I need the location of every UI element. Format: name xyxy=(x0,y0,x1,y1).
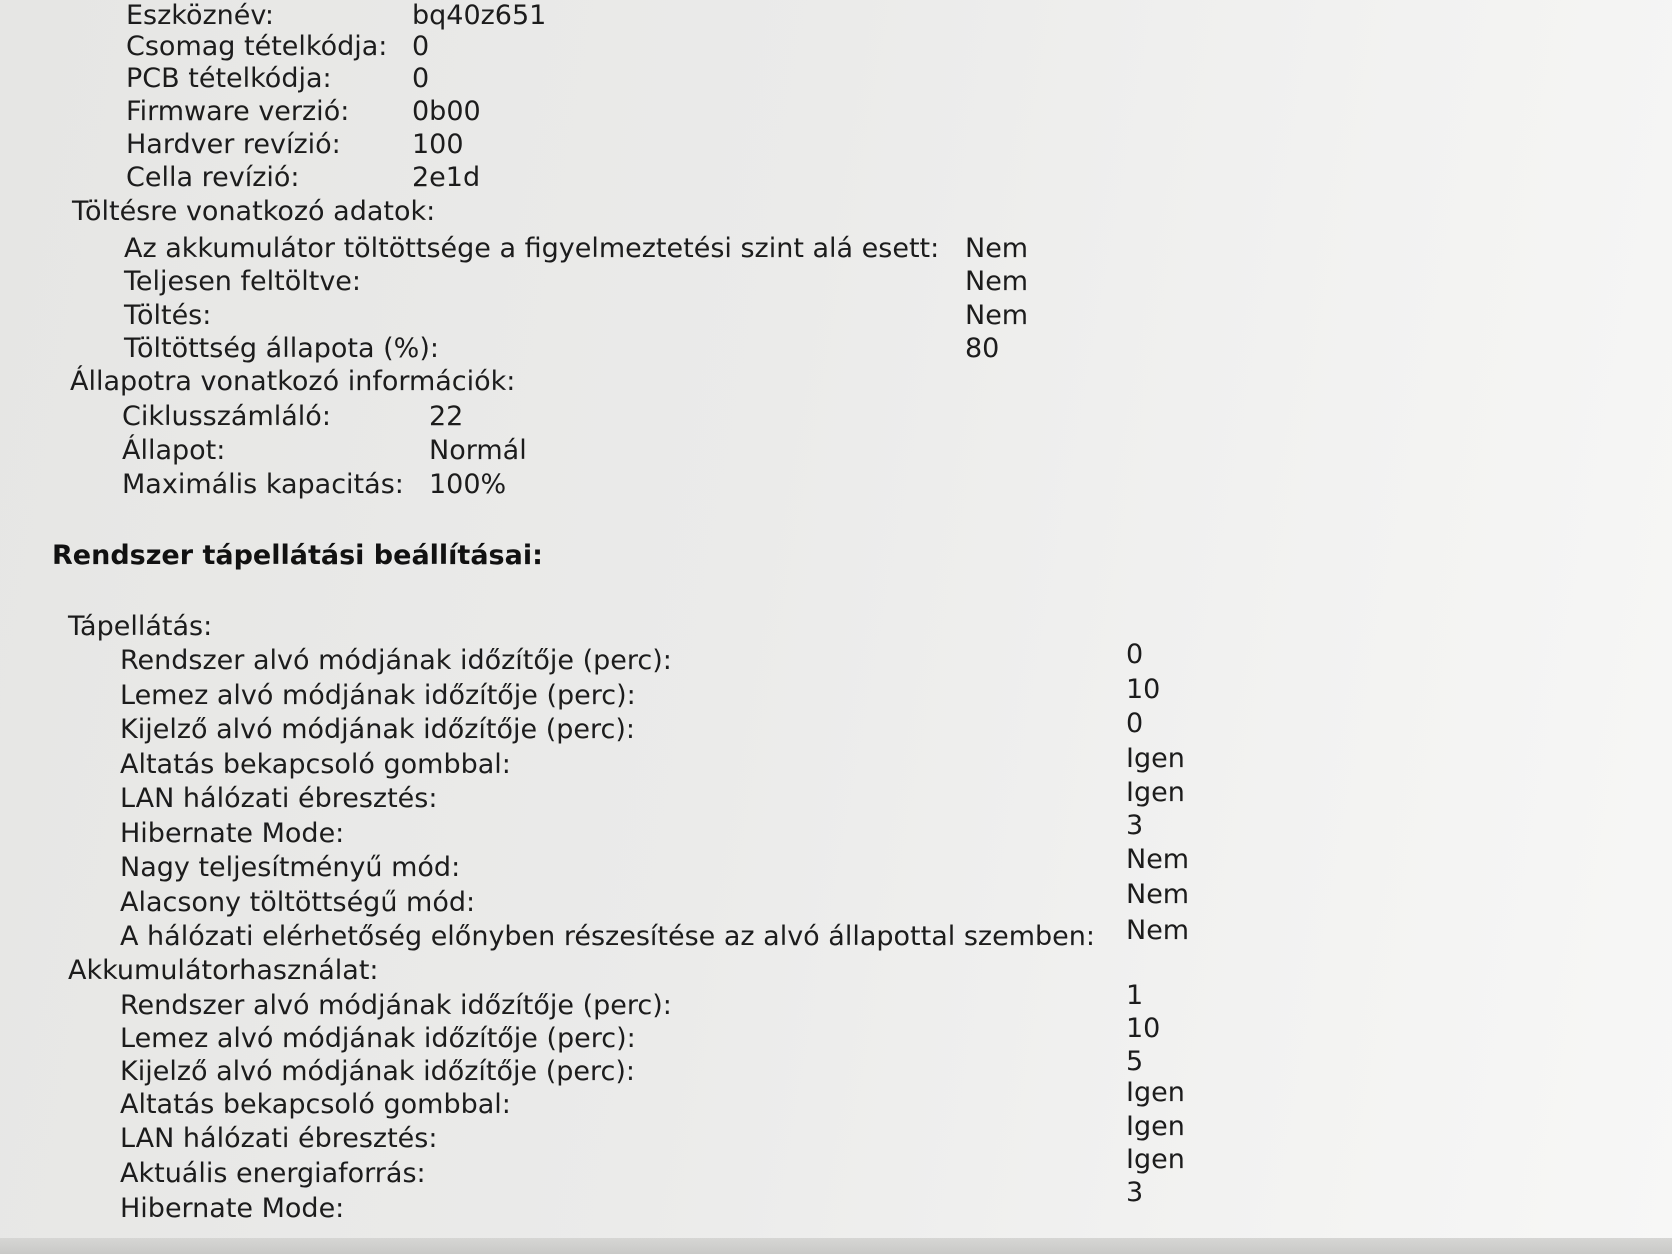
row-value: Igen xyxy=(1126,777,1185,808)
row-value: Nem xyxy=(1126,915,1190,946)
row-label: Rendszer alvó módjának időzítője (perc): xyxy=(120,645,672,676)
health-info-title: Állapotra vonatkozó információk: xyxy=(70,366,516,397)
row-label: Ciklusszámláló: xyxy=(122,401,331,432)
row-label: Rendszer alvó módjának időzítője (perc): xyxy=(120,990,672,1021)
row-value: 5 xyxy=(1126,1046,1144,1077)
row-value: Nem xyxy=(965,233,1029,264)
ac-power-title: Tápellátás: xyxy=(68,611,213,642)
row-label: Aktuális energiaforrás: xyxy=(120,1158,426,1189)
window-bottom-edge xyxy=(0,1238,1672,1254)
row-value: bq40z651 xyxy=(412,0,547,31)
row-label: Hardver revízió: xyxy=(126,129,341,160)
row-value: Nem xyxy=(1126,879,1190,910)
row-value: 0 xyxy=(1126,639,1144,670)
row-value: Igen xyxy=(1126,743,1185,774)
row-label: Hibernate Mode: xyxy=(120,1193,345,1224)
row-label: Lemez alvó módjának időzítője (perc): xyxy=(120,1023,636,1054)
row-value: 80 xyxy=(965,333,1000,364)
row-label: LAN hálózati ébresztés: xyxy=(120,1123,438,1154)
row-value: 3 xyxy=(1126,1177,1144,1208)
row-label: Altatás bekapcsoló gombbal: xyxy=(120,749,511,780)
charge-info-title: Töltésre vonatkozó adatok: xyxy=(72,196,436,227)
row-label: Alacsony töltöttségű mód: xyxy=(120,887,476,918)
row-value: 0b00 xyxy=(412,96,481,127)
row-label: Teljesen feltöltve: xyxy=(124,266,362,297)
row-label: Töltöttség állapota (%): xyxy=(124,333,439,364)
row-value: 0 xyxy=(1126,708,1144,739)
row-value: Igen xyxy=(1126,1111,1185,1142)
row-label: Csomag tételkódja: xyxy=(126,31,388,62)
row-label: Kijelző alvó módjának időzítője (perc): xyxy=(120,714,636,745)
row-value: 2e1d xyxy=(412,162,481,193)
row-label: Állapot: xyxy=(122,435,226,466)
row-label: A hálózati elérhetőség előnyben részesítése az alvó állapottal szemben: xyxy=(120,921,1095,952)
row-label: Cella revízió: xyxy=(126,162,300,193)
row-label: Töltés: xyxy=(124,300,212,331)
row-value: 0 xyxy=(412,63,430,94)
row-value: 3 xyxy=(1126,810,1144,841)
row-value: 1 xyxy=(1126,980,1144,1011)
row-value: Nem xyxy=(965,266,1029,297)
row-label: Az akkumulátor töltöttsége a figyelmeztetési szint alá esett: xyxy=(124,233,940,264)
row-value: 100 xyxy=(412,129,464,160)
row-label: Firmware verzió: xyxy=(126,96,350,127)
row-value: Igen xyxy=(1126,1144,1185,1175)
row-label: PCB tételkódja: xyxy=(126,63,332,94)
row-value: 10 xyxy=(1126,1013,1161,1044)
row-value: Igen xyxy=(1126,1077,1185,1108)
power-settings-title: Rendszer tápellátási beállításai: xyxy=(52,540,543,571)
row-label: Nagy teljesítményű mód: xyxy=(120,852,461,883)
row-label: Hibernate Mode: xyxy=(120,818,345,849)
row-label: Maximális kapacitás: xyxy=(122,469,404,500)
row-label: Kijelző alvó módjának időzítője (perc): xyxy=(120,1056,636,1087)
row-value: 22 xyxy=(429,401,464,432)
row-value: 10 xyxy=(1126,674,1161,705)
row-label: Altatás bekapcsoló gombbal: xyxy=(120,1089,511,1120)
row-value: Nem xyxy=(965,300,1029,331)
battery-power-title: Akkumulátorhasználat: xyxy=(68,955,379,986)
row-value: Nem xyxy=(1126,844,1190,875)
row-label: Eszköznév: xyxy=(126,0,274,31)
row-value: 0 xyxy=(412,31,430,62)
row-label: Lemez alvó módjának időzítője (perc): xyxy=(120,680,636,711)
row-value: 100% xyxy=(429,469,507,500)
row-value: Normál xyxy=(429,435,527,466)
row-label: LAN hálózati ébresztés: xyxy=(120,783,438,814)
